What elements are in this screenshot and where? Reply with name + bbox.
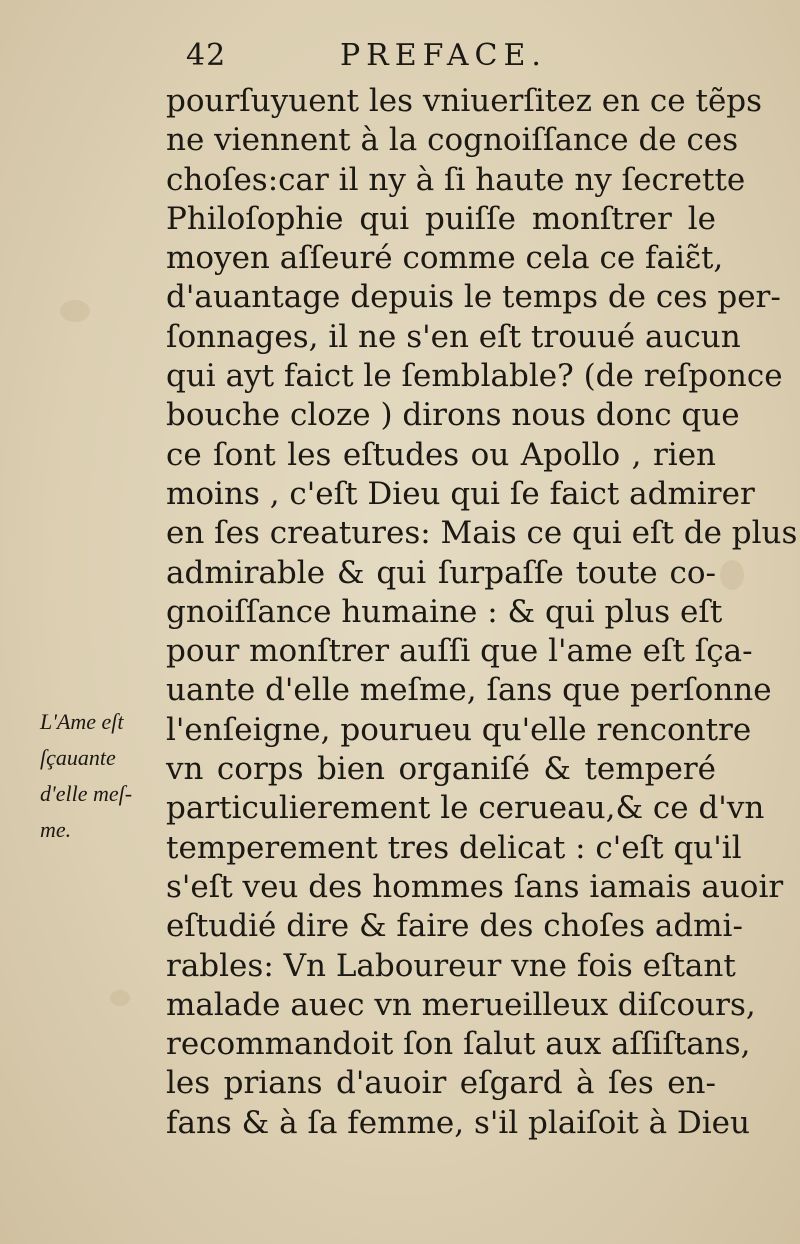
text-line: moyen aſſeuré comme cela ce faiɛ̃t,: [166, 240, 724, 277]
text-line: fans & à ſa femme, s'il plaiſoit à Dieu: [166, 1104, 750, 1141]
text-line: d'auantage depuis le temps de ces per-: [166, 279, 781, 316]
margin-note-line: ſçauante: [40, 745, 116, 770]
margin-note: [40, 704, 160, 848]
text-line: pour monſtrer auſſi que l'ame eſt ſça-: [166, 633, 753, 670]
text-line: recommandoit ſon ſalut aux aſſiſtans,: [166, 1026, 751, 1063]
text-line: temperement tres delicat : c'eſt qu'il: [166, 829, 742, 866]
running-title: PREFACE.: [340, 38, 547, 73]
text-line: qui ayt faict le ſemblable? (de reſponce: [166, 358, 783, 395]
text-line: gnoiſſance humaine : & qui plus eſt: [166, 593, 723, 630]
text-line: admirable & qui ſurpaſſe toute co-: [166, 554, 716, 591]
text-line: ne viennent à la cognoiſſance de ces: [166, 122, 739, 159]
text-line: eſtudié dire & faire des choſes admi-: [166, 908, 743, 945]
text-line: vn corps bien organiſé & temperé: [166, 751, 716, 788]
body-text: [166, 82, 798, 1143]
text-line: choſes:car il ny à ſi haute ny ſecrette: [166, 161, 746, 198]
text-line: l'enſeigne, pourueu qu'elle rencontre: [166, 711, 752, 748]
text-line: en ſes creatures: Mais ce qui eſt de plus: [166, 515, 798, 552]
text-line: moins , c'eſt Dieu qui ſe faict admirer: [166, 475, 755, 512]
text-line: rables: Vn Laboureur vne fois eſtant: [166, 947, 736, 984]
text-line: ſonnages, il ne s'en eſt trouué aucun: [166, 318, 741, 355]
text-line: ce ſont les eſtudes ou Apollo , rien: [166, 436, 716, 473]
text-line: les prians d'auoir eſgard à ſes en-: [166, 1065, 716, 1102]
paper-stain: [720, 560, 744, 590]
text-line: bouche cloze ) dirons nous donc que: [166, 397, 740, 434]
text-line: particulierement le cerueau,& ce d'vn: [166, 790, 765, 827]
margin-note-line: L'Ame eſt: [40, 709, 124, 734]
paper-stain: [110, 990, 130, 1006]
text-line: Philoſophie qui puiſſe monſtrer le: [166, 200, 716, 237]
margin-note-line: d'elle meſ-: [40, 781, 133, 806]
page-number: 42: [186, 38, 227, 73]
text-line: uante d'elle meſme, ſans que perſonne: [166, 672, 772, 709]
text-line: malade auec vn merueilleux diſcours,: [166, 986, 756, 1023]
margin-note-line: me.: [40, 817, 72, 842]
text-line: s'eſt veu des hommes ſans iamais auoir: [166, 868, 784, 905]
page-header: [0, 38, 800, 82]
text-line: pourſuyuent les vniuerſitez en ce tẽps: [166, 83, 763, 119]
paper-stain: [60, 300, 90, 322]
